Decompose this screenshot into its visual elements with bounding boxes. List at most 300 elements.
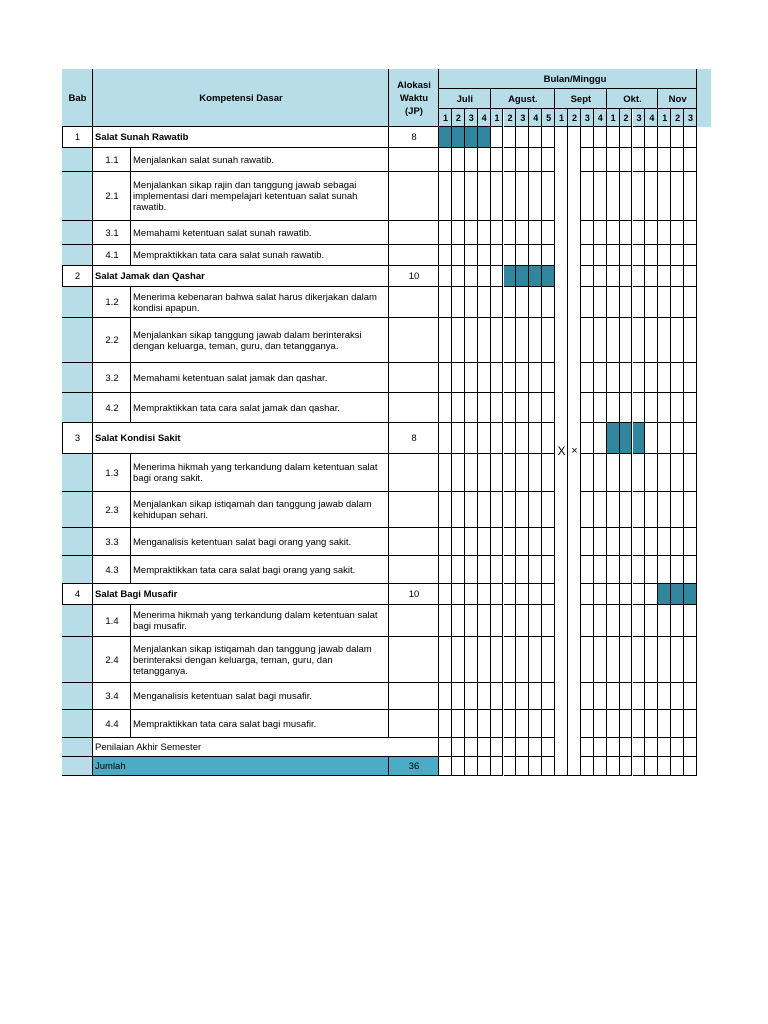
schedule-cell [542,584,555,605]
schedule-cell [478,556,491,584]
schedule-cell [516,148,529,172]
schedule-cell [581,605,594,637]
schedule-cell [633,266,646,287]
chapter-jp-value: 10 [408,589,420,600]
schedule-cell [452,605,465,637]
week-label: 4 [597,112,603,123]
schedule-cell [529,172,542,221]
kd-description: Menerima hikmah yang terkandung dalam ketentuan salat bagi musafir. [133,610,378,632]
schedule-cell [529,605,542,637]
kd-number: 2.2 [105,335,119,346]
schedule-cell [439,287,452,318]
schedule-cell [594,245,607,266]
kd-number: 2.1 [105,191,119,202]
schedule-cell-filled [633,423,646,454]
schedule-cell [594,683,607,710]
schedule-cell [542,287,555,318]
schedule-cell [478,393,491,423]
schedule-cell [555,127,568,148]
schedule-cell [504,221,517,245]
schedule-cell [465,584,478,605]
schedule-cell [542,757,555,776]
kd-label-cell [62,454,93,492]
schedule-cell [645,363,658,393]
schedule-cell [671,318,684,363]
kd-label-cell [62,605,93,637]
schedule-cell [542,454,555,492]
schedule-cell [478,738,491,757]
week-label: 1 [442,112,448,123]
schedule-cell [658,245,671,266]
schedule-cell [491,584,504,605]
schedule-cell [620,584,633,605]
schedule-cell [439,221,452,245]
schedule-cell [594,757,607,776]
schedule-cell [504,710,517,738]
schedule-cell [607,363,620,393]
schedule-cell [645,556,658,584]
kd-number: 4.2 [105,402,119,414]
schedule-cell [620,757,633,776]
schedule-cell [516,393,529,423]
chapter-jp-value: 8 [411,433,417,444]
schedule-cell [633,127,646,148]
schedule-cell [478,172,491,221]
schedule-cell [607,528,620,556]
schedule-cell-filled [684,584,697,605]
schedule-cell [568,556,581,584]
schedule-cell [529,757,542,776]
schedule-cell [491,605,504,637]
schedule-cell [581,172,594,221]
schedule-cell [607,318,620,363]
schedule-cell [465,528,478,556]
schedule-cell [684,710,697,738]
kd-number: 1.3 [105,467,119,479]
schedule-cell [555,393,568,423]
schedule-cell [620,245,633,266]
schedule-cell [658,172,671,221]
week-label: 2 [623,112,629,123]
schedule-cell [452,148,465,172]
schedule-cell [671,637,684,683]
schedule-cell [658,757,671,776]
schedule-cell [452,454,465,492]
week-label: 2 [455,112,461,123]
schedule-cell [620,318,633,363]
schedule-cell [555,556,568,584]
kd-description: Mempraktikkan tata cara salat bagi orang yang sakit. [133,564,356,576]
kd-number: 3.1 [105,227,119,239]
kd-description: Mempraktikkan tata cara salat bagi musafir. [133,718,317,730]
schedule-cell [555,318,568,363]
schedule-cell [568,584,581,605]
schedule-cell [529,363,542,393]
schedule-cell [581,221,594,245]
schedule-cell [478,423,491,454]
schedule-cell [645,683,658,710]
schedule-cell [684,492,697,528]
schedule-cell [439,528,452,556]
kd-number: 4.4 [105,718,119,730]
schedule-cell [439,556,452,584]
schedule-cell [478,318,491,363]
schedule-cell [542,423,555,454]
schedule-cell [581,363,594,393]
schedule-cell [568,393,581,423]
schedule-cell [581,637,594,683]
schedule-cell [452,637,465,683]
header-alokasi-waktu: Alokasi Waktu (JP) [397,79,431,117]
kd-description: Mempraktikkan tata cara salat jamak dan qashar. [133,402,340,414]
schedule-cell [529,287,542,318]
schedule-cell [504,605,517,637]
schedule-cell [568,148,581,172]
schedule-cell [607,454,620,492]
schedule-cell [607,757,620,776]
schedule-cell [504,528,517,556]
kd-number: 1.2 [105,297,119,308]
schedule-cell [439,245,452,266]
schedule-cell-filled [620,423,633,454]
schedule-cell [542,172,555,221]
schedule-cell [491,423,504,454]
kd-jp-cell [389,363,439,393]
penilaian-akhir-semester: Penilaian Akhir Semester [95,742,202,753]
week-label: 2 [675,112,681,123]
week-label: 5 [546,112,552,123]
schedule-cell [465,683,478,710]
schedule-cell [555,221,568,245]
kd-label-cell [62,710,93,738]
schedule-cell [491,287,504,318]
schedule-cell [684,148,697,172]
week-label: 1 [610,112,616,123]
schedule-cell [555,710,568,738]
schedule-cell [452,266,465,287]
schedule-cell [607,287,620,318]
schedule-cell [516,738,529,757]
schedule-cell [633,363,646,393]
schedule-cell [555,363,568,393]
schedule-cell [594,318,607,363]
pas-label-cell [62,738,93,757]
schedule-cell [478,605,491,637]
sept-mark-x: X [557,444,566,458]
kd-label-cell [62,172,93,221]
schedule-cell [620,172,633,221]
schedule-cell [491,556,504,584]
schedule-cell [465,221,478,245]
schedule-cell [620,266,633,287]
schedule-cell-filled [504,266,517,287]
schedule-cell [671,423,684,454]
schedule-cell [658,363,671,393]
schedule-cell [620,287,633,318]
kd-description: Menganalisis ketentuan salat bagi orang yang sakit. [133,536,352,548]
schedule-cell [491,172,504,221]
schedule-cell [607,393,620,423]
kd-label-cell [62,221,93,245]
schedule-cell [516,710,529,738]
schedule-cell [439,584,452,605]
schedule-cell [542,528,555,556]
schedule-cell [478,148,491,172]
week-label: 2 [571,112,577,123]
schedule-cell [671,127,684,148]
schedule-cell [465,148,478,172]
schedule-cell [542,738,555,757]
kd-label-cell [62,637,93,683]
schedule-cell [658,556,671,584]
kd-description: Menjalankan sikap istiqamah dan tanggung jawab dalam berinteraksi dengan keluarga, teman, guru, dan tetangganya. [133,643,372,677]
schedule-cell [594,127,607,148]
schedule-cell [594,492,607,528]
schedule-cell [555,266,568,287]
schedule-cell [568,757,581,776]
schedule-cell [645,584,658,605]
kd-description: Menjalankan sikap istiqamah dan tanggung jawab dalam kehidupan sehari. [133,499,372,521]
schedule-cell [568,245,581,266]
schedule-cell [491,710,504,738]
kd-description: Menjalankan salat sunah rawatib. [133,154,275,166]
schedule-cell [452,738,465,757]
schedule-cell [581,710,594,738]
schedule-cell [684,266,697,287]
schedule-cell [542,393,555,423]
jumlah-value: 36 [408,761,420,772]
schedule-cell [633,710,646,738]
schedule-cell [568,637,581,683]
schedule-cell [516,454,529,492]
schedule-cell [465,454,478,492]
schedule-cell [645,528,658,556]
kd-number: 1.1 [105,154,119,166]
kd-label-cell [62,393,93,423]
schedule-cell [658,287,671,318]
schedule-cell [529,492,542,528]
schedule-cell [607,172,620,221]
schedule-cell [568,287,581,318]
month-label-0: Juli [456,93,473,105]
schedule-cell [478,245,491,266]
schedule-cell [607,221,620,245]
schedule-cell [555,492,568,528]
schedule-cell [491,637,504,683]
schedule-cell [478,287,491,318]
kd-label-cell [62,148,93,172]
schedule-cell [542,221,555,245]
schedule-cell [607,605,620,637]
week-label: 4 [533,112,539,123]
sept-mark-times: × [571,444,578,457]
kd-label-cell [62,287,93,318]
chapter-number: 2 [74,271,81,282]
schedule-cell [645,221,658,245]
schedule-cell [529,221,542,245]
schedule-cell [684,287,697,318]
schedule-cell [452,172,465,221]
schedule-cell [620,363,633,393]
schedule-cell [504,454,517,492]
schedule-cell [439,148,452,172]
schedule-cell [620,683,633,710]
schedule-cell [491,393,504,423]
schedule-cell [504,245,517,266]
schedule-cell [529,148,542,172]
schedule-cell [658,454,671,492]
schedule-cell [620,127,633,148]
schedule-cell [542,556,555,584]
schedule-cell [581,127,594,148]
schedule-cell [529,738,542,757]
schedule-cell [478,757,491,776]
schedule-cell [529,710,542,738]
schedule-cell [452,221,465,245]
schedule-cell [465,287,478,318]
jumlah-label: Jumlah [95,761,126,772]
schedule-cell [504,318,517,363]
schedule-cell [607,556,620,584]
schedule-cell [478,492,491,528]
kd-description: Menjalankan sikap tanggung jawab dalam berinteraksi dengan keluarga, teman, guru, dan tetangganya. [133,329,362,352]
schedule-cell [645,605,658,637]
kd-label-cell [62,245,93,266]
schedule-cell [516,605,529,637]
schedule-cell [607,127,620,148]
schedule-cell [465,245,478,266]
schedule-cell [452,683,465,710]
schedule-cell [439,757,452,776]
kd-description: Mempraktikkan tata cara salat sunah rawatib. [133,250,325,261]
schedule-cell [504,287,517,318]
schedule-cell [658,710,671,738]
schedule-cell [671,683,684,710]
schedule-cell [465,492,478,528]
schedule-cell [478,454,491,492]
schedule-cell [684,605,697,637]
schedule-cell [671,172,684,221]
schedule-cell [542,318,555,363]
chapter-jp-value: 8 [411,132,417,143]
schedule-cell [594,584,607,605]
week-label: 3 [520,112,526,123]
schedule-cell [452,492,465,528]
schedule-cell [452,584,465,605]
schedule-cell [504,492,517,528]
schedule-cell [633,757,646,776]
schedule-cell [568,492,581,528]
schedule-cell [555,605,568,637]
schedule-cell [581,266,594,287]
schedule-cell [504,757,517,776]
schedule-cell [607,584,620,605]
schedule-cell [516,556,529,584]
kd-jp-cell [389,393,439,423]
schedule-cell [594,393,607,423]
schedule-cell [516,423,529,454]
schedule-cell [645,710,658,738]
schedule-cell [542,127,555,148]
schedule-cell [465,363,478,393]
schedule-cell [465,318,478,363]
schedule-cell-filled [452,127,465,148]
schedule-cell [671,287,684,318]
week-label: 1 [662,112,668,123]
schedule-cell [658,738,671,757]
schedule-cell [516,528,529,556]
schedule-cell [452,757,465,776]
schedule-cell [594,454,607,492]
schedule-cell [529,127,542,148]
kd-description: Menjalankan sikap rajin dan tanggung jawab sebagai implementasi dari mempelajari ketentuan salat sunah rawatib. [133,180,358,213]
kd-jp-cell [389,605,439,637]
kd-number: 1.4 [105,615,119,627]
kd-label-cell [62,492,93,528]
schedule-cell [555,454,568,492]
schedule-cell [529,318,542,363]
schedule-cell [555,287,568,318]
schedule-cell [504,584,517,605]
schedule-cell [671,266,684,287]
schedule-cell [633,492,646,528]
chapter-number: 3 [74,433,81,444]
schedule-cell [568,605,581,637]
kd-number: 2.4 [105,654,119,666]
kd-description: Menerima hikmah yang terkandung dalam ketentuan salat bagi orang sakit. [133,462,378,484]
schedule-cell [465,738,478,757]
schedule-cell [684,318,697,363]
schedule-cell [645,393,658,423]
schedule-cell [542,605,555,637]
schedule-cell [504,423,517,454]
schedule-cell [581,287,594,318]
schedule-cell [439,423,452,454]
schedule-cell [671,393,684,423]
schedule-cell [594,738,607,757]
chapter-number: 1 [74,132,81,143]
schedule-cell [529,423,542,454]
schedule-cell [671,605,684,637]
chapter-title: Salat Kondisi Sakit [95,433,181,444]
schedule-cell [684,637,697,683]
schedule-cell [529,556,542,584]
kd-label-cell [62,318,93,363]
week-label: 3 [468,112,474,123]
kd-description: Menerima kebenaran bahwa salat harus dikerjakan dalam kondisi apapun. [133,291,377,314]
schedule-cell [516,172,529,221]
schedule-cell [452,710,465,738]
schedule-cell [633,605,646,637]
schedule-cell [658,127,671,148]
schedule-cell [633,172,646,221]
header-kompetensi-dasar: Kompetensi Dasar [199,92,283,104]
schedule-cell [439,738,452,757]
schedule-cell [465,605,478,637]
schedule-cell [439,605,452,637]
schedule-cell [452,363,465,393]
schedule-cell [684,127,697,148]
schedule-cell [620,637,633,683]
schedule-cell [439,637,452,683]
schedule-cell [491,363,504,393]
schedule-cell [516,757,529,776]
schedule-cell-filled [439,127,452,148]
schedule-cell [478,528,491,556]
schedule-cell [633,318,646,363]
schedule-cell-filled [465,127,478,148]
schedule-cell [465,266,478,287]
